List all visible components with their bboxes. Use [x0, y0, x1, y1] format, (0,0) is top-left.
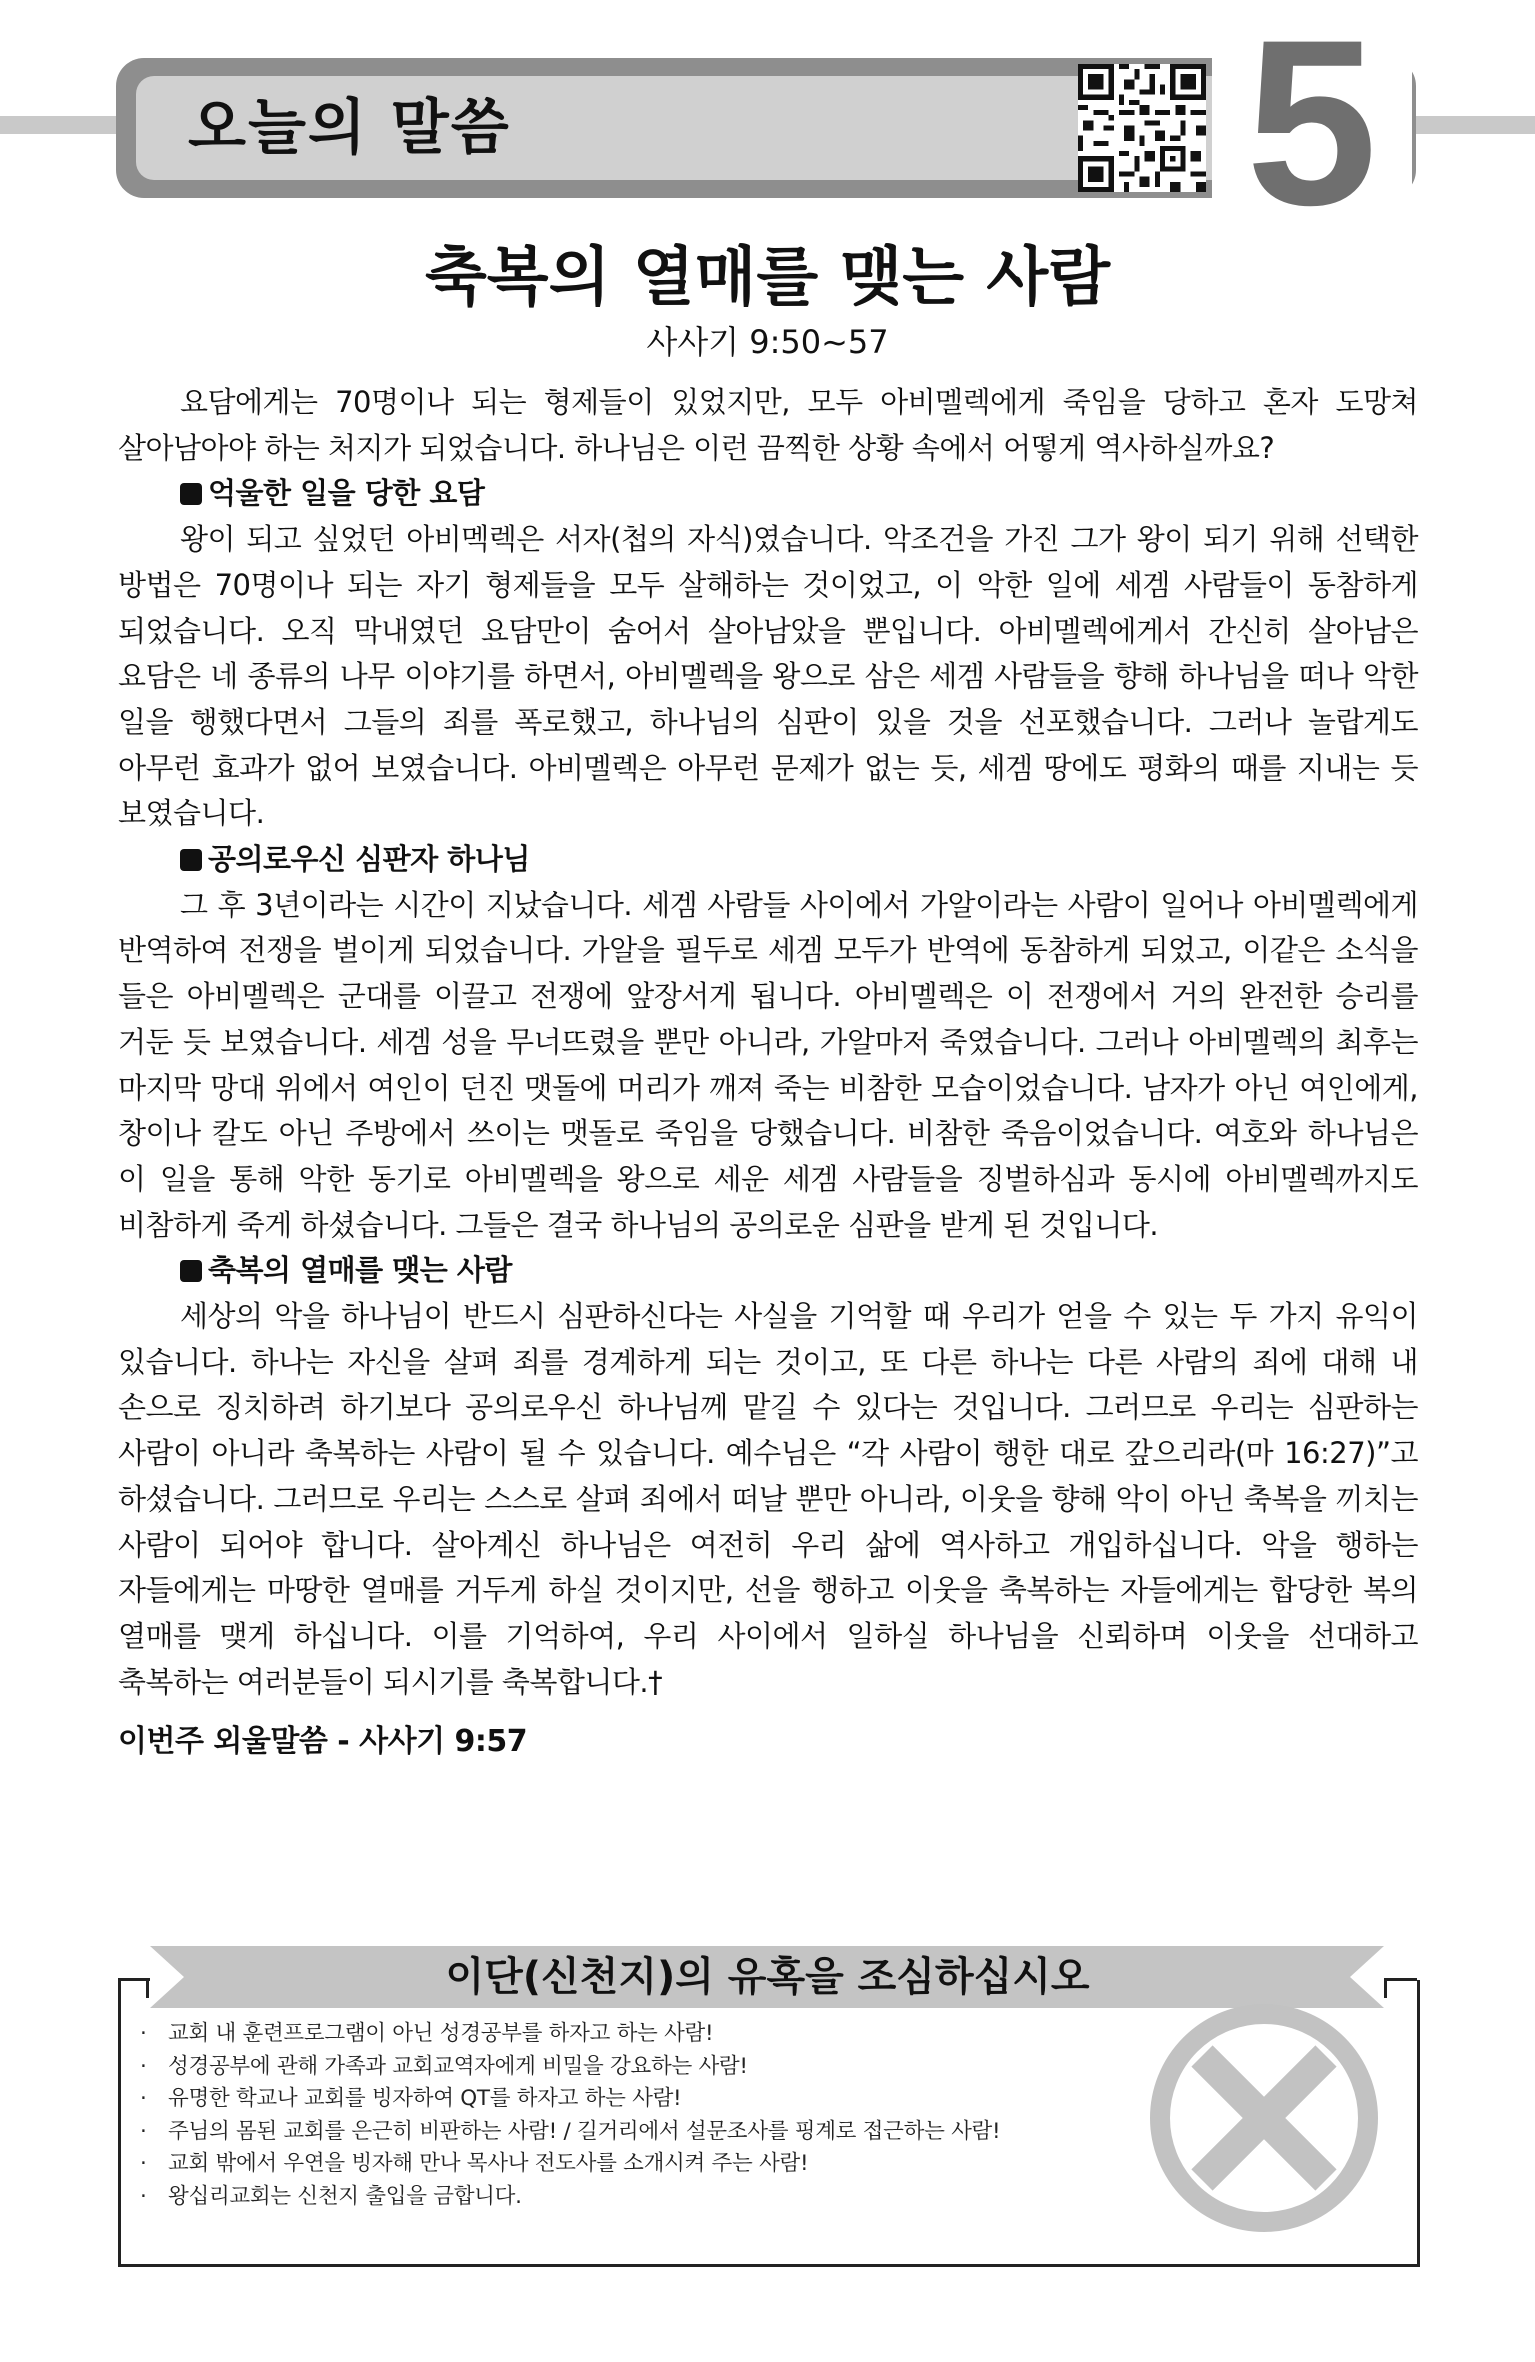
warning-title: 이단(신천지)의 유혹을 조심하십시오 — [445, 1954, 1090, 2000]
scripture-reference: 사사기 9:50~57 — [646, 323, 889, 361]
section-heading: 억울한 일을 당한 요담 — [118, 471, 1418, 517]
issue-number: 5 — [1246, 0, 1378, 255]
qr-code-icon[interactable] — [1078, 64, 1206, 192]
list-item: · 왕십리교회는 신천지 출입을 금합니다. — [140, 2183, 522, 2209]
section-heading: 축복의 열매를 맺는 사람 — [118, 1248, 1418, 1294]
sermon-body — [118, 380, 1418, 1765]
section-paragraph: 세상의 악을 하나님이 반드시 심판하신다는 사실을 기억할 때 우리가 얻을 수 있는 두 가지 유익이 있습니다. 하나는 자신을 살펴 죄를 경계하게 되는 것이고, 또 다른 하나는 다른 사람의 죄에 대해 내 손으로 징치하려 하기보다 공의로우신 하나님께 맡길 수 있다는 것입니다. 그러므로 우리는 심판하는 사람이 아니라 축복하는 사람이 될 수 있습니다. 예수님은 “각 사람이 행한 대로 갚으리라(마 16:27)”고 하셨습니다. 그러므로 우리는 스스로 살펴 죄에서 떠날 뿐만 아니라, 이웃을 향해 악이 아닌 축복을 끼치는 사람이 되어야 합니다. 살아계신 하나님은 여전히 우리 삶에 역사하고 개입하십니다. 악을 행하는 자들에게는 마땅한 열매를 거두게 하실 것이지만, 선을 행하고 이웃을 축복하는 자들에게는 합당한 복의 열매를 맺게 하십니다. 이를 기억하여, 우리 사이에서 일하실 하나님을 신뢰하며 이웃을 선대하고 축복하는 여러분들이 되시기를 축복합니다.† — [118, 1299, 1418, 1699]
section-paragraph: 그 후 3년이라는 시간이 지났습니다. 세겜 사람들 사이에서 가알이라는 사람이 일어나 아비멜렉에게 반역하여 전쟁을 벌이게 되었습니다. 가알을 필두로 세겜 모두가 반역에 동참하게 되었고, 이같은 소식을 들은 아비멜렉은 군대를 이끌고 전쟁에 앞장서게 됩니다. 아비멜렉은 이 전쟁에서 거의 완전한 승리를 거둔 듯 보였습니다. 세겜 성을 무너뜨렸을 뿐만 아니라, 가알마저 죽였습니다. 그러나 아비멜렉의 최후는 마지막 망대 위에서 여인이 던진 맷돌에 머리가 깨져 죽는 비참한 모습이었습니다. 남자가 아닌 여인에게, 창이나 칼도 아닌 주방에서 쓰이는 맷돌로 죽임을 당했습니다. 비참한 죽음이었습니다. 여호와 하나님은 이 일을 통해 악한 동기로 아비멜렉을 왕으로 세운 세겜 사람들을 징벌하심과 동시에 아비멜렉까지도 비참하게 죽게 하셨습니다. 그들은 결국 하나님의 공의로운 심판을 받게 된 것입니다. — [118, 887, 1418, 1242]
sermon-title: 축복의 열매를 맺는 사람 — [424, 241, 1111, 315]
prohibited-x-icon — [1148, 2002, 1380, 2234]
intro-paragraph: 요담에게는 70명이나 되는 형제들이 있었지만, 모두 아비멜렉에게 죽임을 당하고 혼자 도망쳐 살아남아야 하는 처지가 되었습니다. 하나님은 이런 끔찍한 상황 속에서 어떻게 역사하실까요? — [118, 385, 1418, 465]
list-item: · 성경공부에 관해 가족과 교회교역자에게 비밀을 강요하는 사람! — [140, 2053, 748, 2079]
square-bullet-icon — [180, 1260, 202, 1282]
memory-verse: 이번주 외울말씀 - 사사기 9:57 — [118, 1724, 528, 1760]
warning-list — [140, 2018, 1140, 2213]
square-bullet-icon — [180, 483, 202, 505]
square-bullet-icon — [180, 849, 202, 871]
section-title: 오늘의 말씀 — [188, 93, 511, 163]
section-paragraph: 왕이 되고 싶었던 아비멕렉은 서자(첩의 자식)였습니다. 악조건을 가진 그가 왕이 되기 위해 선택한 방법은 70명이나 되는 자기 형제들을 모두 살해하는 것이었고, 이 악한 일에 세겜 사람들이 동참하게 되었습니다. 오직 막내였던 요담만이 숨어서 살아남았을 뿐입니다. 아비멜렉에게서 간신히 살아남은 요담은 네 종류의 나무 이야기를 하면서, 아비멜렉을 왕으로 삼은 세겜 사람들을 향해 하나님을 떠나 악한 일을 행했다면서 그들의 죄를 폭로했고, 하나님의 심판이 있을 것을 선포했습니다. 그러나 놀랍게도 아무런 효과가 없어 보였습니다. 아비멜렉은 아무런 문제가 없는 듯, 세겜 땅에도 평화의 때를 지내는 듯 보였습니다. — [118, 522, 1418, 831]
list-item: · 주님의 몸된 교회를 은근히 비판하는 사람! / 길거리에서 설문조사를 핑계로 접근하는 사람! — [140, 2118, 1001, 2144]
list-item: · 교회 밖에서 우연을 빙자해 만나 목사나 전도사를 소개시켜 주는 사람! — [140, 2151, 809, 2176]
list-item: · 교회 내 훈련프로그램이 아닌 성경공부를 하자고 하는 사람! — [140, 2021, 714, 2046]
list-item: · 유명한 학교나 교회를 빙자하여 QT를 하자고 하는 사람! — [140, 2086, 682, 2111]
section-heading: 공의로우신 심판자 하나님 — [118, 837, 1418, 883]
